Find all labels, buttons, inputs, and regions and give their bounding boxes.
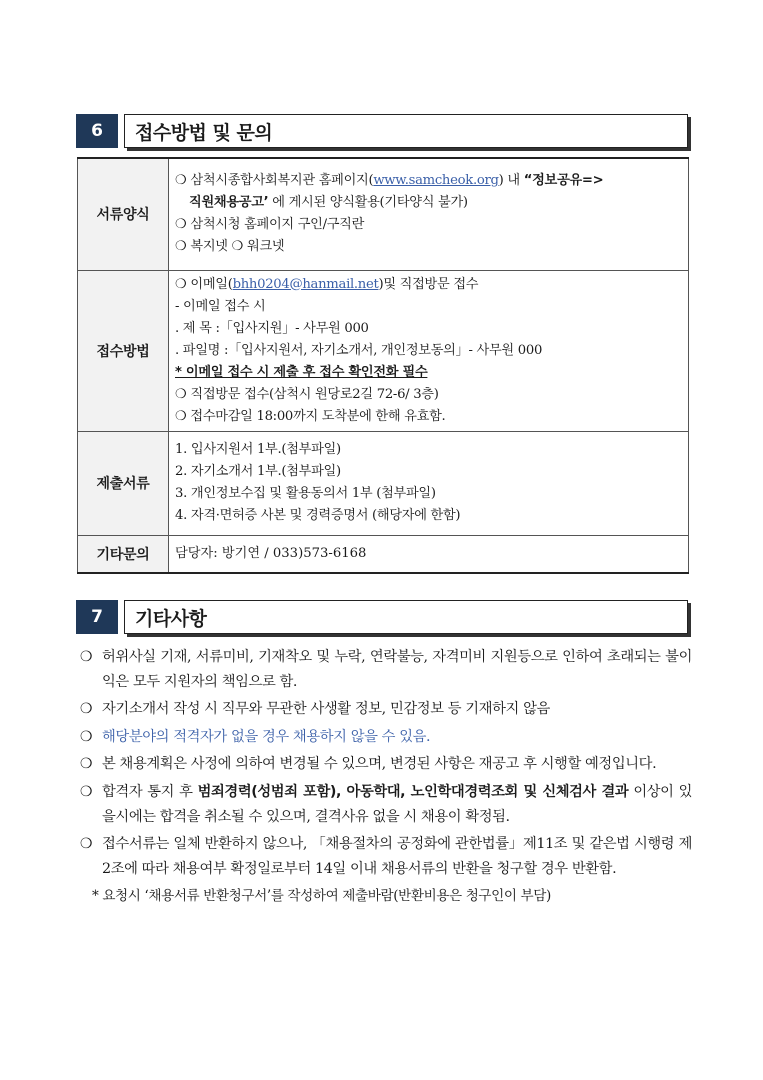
homepage-link[interactable]: www.samcheok.org	[373, 173, 499, 189]
contact-value: 담당자: 방기연 / 033)573-6168	[169, 535, 689, 573]
docs-label: 제출서류	[78, 431, 169, 535]
list-item: ❍ 본 채용계획은 사정에 의하여 변경될 수 있으며, 변경된 사항은 재공고 후 시행할 예정입니다.	[80, 756, 657, 773]
list-item: ❍ 자기소개서 작성 시 직무와 무관한 사생활 정보, 민감정보 등 기재하지 않음	[80, 701, 550, 718]
section-7-title: 기타사항	[124, 600, 688, 634]
doc-item: 1. 입사지원서 1부.(첨부파일)	[175, 442, 341, 457]
method-label: 접수방법	[78, 270, 169, 431]
doc-item: 2. 자기소개서 1부.(첨부파일)	[175, 464, 341, 479]
doc-item: 3. 개인정보수집 및 활용동의서 1부 (첨부파일)	[175, 486, 436, 501]
list-item: ❍ 허위사실 기재, 서류미비, 기재착오 및 누락, 연락불능, 자격미비 지원등으로 인하여 초래되는 불이익은 모두 지원자의 책임으로 함.	[80, 649, 692, 690]
section-7-number: 7	[76, 600, 118, 634]
notes-list	[80, 645, 692, 909]
section-6-number: 6	[76, 114, 118, 148]
list-item: ❍ 접수서류는 일체 반환하지 않으나, 「채용절차의 공정화에 관한법률」제11조 및 같은법 시행령 제2조에 따라 채용여부 확정일로부터 14일 이내 채용서류의 반환을 청구할 경우 반환함.	[80, 836, 692, 877]
contact-label: 기타문의	[78, 535, 169, 573]
section-6-header	[76, 114, 688, 148]
forms-label: 서류양식	[78, 158, 169, 270]
method-value: ❍ 이메일(bhh0204@hanmail.net)및 직접방문 접수 - 이메일 접수 시 . 제 목 :「입사지원」- 사무원 000 . 파일명 :「입사지원서, 자기소개서, 개인정보동의」- 사무원 000 * 이메일 접수 시 제출 후 접수 확인전화 필수 ❍ 직접방문 접수(삼척시 원당로2길 72-6/ 3층) ❍ 접수마감일 18:00까지 도착분에 한해 유효함.	[169, 270, 689, 431]
application-info-table	[77, 157, 689, 574]
doc-item: 4. 자격·면허증 사본 및 경력증명서 (해당자에 한함)	[175, 508, 461, 523]
list-item: ❍ 해당분야의 적격자가 없을 경우 채용하지 않을 수 있음.	[80, 728, 431, 745]
email-notice: * 이메일 접수 시 제출 후 접수 확인전화 필수	[175, 364, 428, 380]
footnote: * 요청시 ‘채용서류 반환청구서’를 작성하여 제출바람(반환비용은 청구인이 부담)	[92, 888, 551, 905]
docs-value	[169, 431, 689, 535]
section-7-header	[76, 600, 688, 634]
list-item: ❍ 합격자 통지 후 범죄경력(성범죄 포함), 아동학대, 노인학대경력조회 및 신체검사 결과 이상이 있을시에는 합격을 취소될 수 있으며, 결격사유 없을 시 채용이 확정됨.	[80, 783, 693, 825]
section-6-title: 접수방법 및 문의	[124, 114, 688, 148]
email-link[interactable]: bhh0204@hanmail.net	[232, 276, 379, 292]
forms-value: ❍ 삼척시종합사회복지관 홈페이지(www.samcheok.org) 내 “정보공유=> 직원채용공고’ 에 게시된 양식활용(기타양식 불가) ❍ 삼척시청 홈페이지 구인/구직란 ❍ 복지넷 ❍ 워크넷	[169, 158, 689, 270]
